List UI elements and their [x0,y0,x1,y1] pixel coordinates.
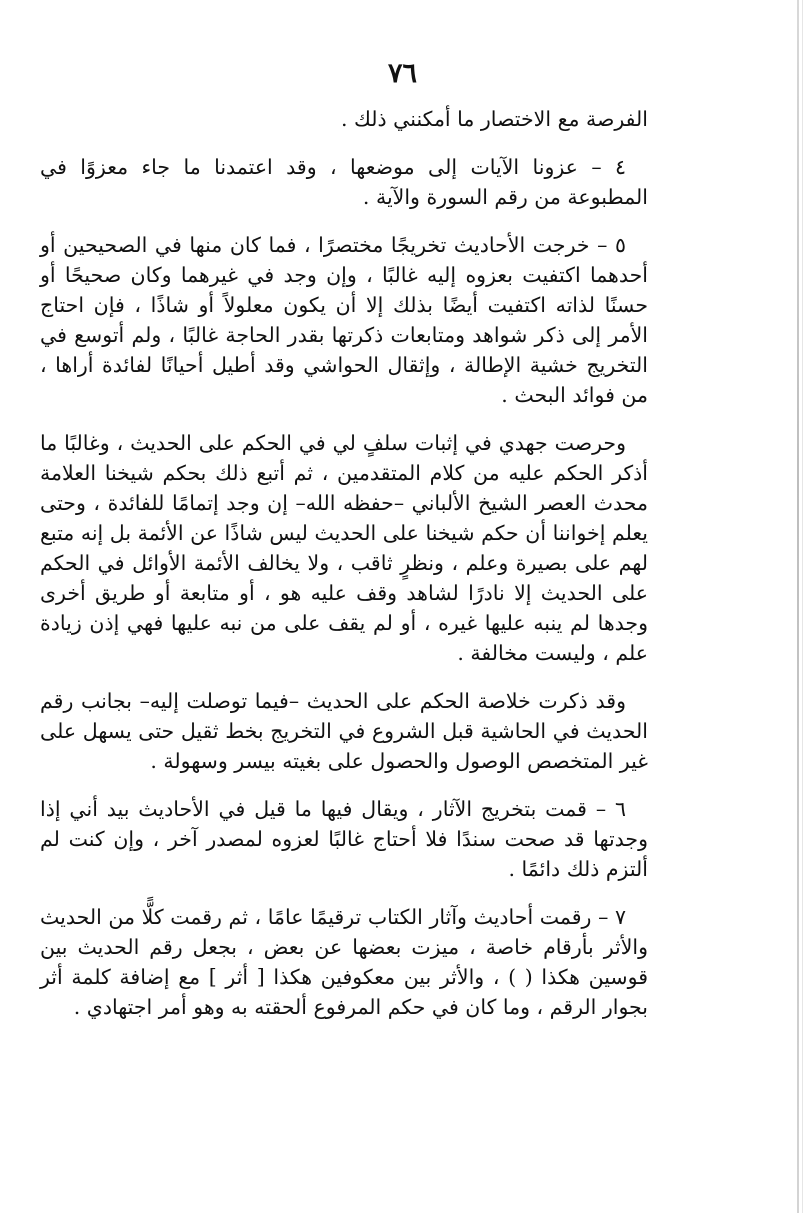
paragraph-item-5: ٥ – خرجت الأحاديث تخريجًا مختصرًا ، فما كان منها في الصحيحين أو أحدهما اكتفيت بعزوه إليه غالبًا ، وإن وجد في غيرهما وكان صحيحًا أو حسنًا لذاته اكتفيت أيضًا بذلك إلا أن يكون معلولاً أو شاذًا ، فإن احتاج الأمر إلى ذكر شواهد ومتابعات ذكرتها بقدر الحاجة غالبًا ، ولم أتوسع في التخريج خشية الإطالة ، وإثقال الحواشي وقد أطيل أحيانًا لفائدة أراها ، من فوائد البحث . [40,233,648,407]
paragraph-item-6: ٦ – قمت بتخريج الآثار ، ويقال فيها ما قيل في الأحاديث بيد أني إذا وجدتها قد صحت سندًا فلا أحتاج غالبًا لعزوه لمصدر آخر ، وإن كنت لم ألتزم ذلك دائمًا . [40,797,648,881]
page-edge-shadow [797,0,799,1213]
paragraph-item-4: ٤ – عزونا الآيات إلى موضعها ، وقد اعتمدنا ما جاء معزوًا في المطبوعة من رقم السورة والآية . [40,155,648,209]
paragraph-hadith-grading: وحرصت جهدي في إثبات سلفٍ لي في الحكم على الحديث ، وغالبًا ما أذكر الحكم عليه من كلام المتقدمين ، ثم أتبع ذلك بحكم شيخنا العلامة محدث العصر الشيخ الألباني –حفظه الله– إن وجد إتمامًا للفائدة ، وحتى يعلم إخواننا أن حكم شيخنا على الحديث ليس شاذًا عن الأئمة بل إنه متبع لهم على بصيرة وعلم ، ونظرٍ ثاقب ، ولا يخالف الأئمة الأوائل في الحكم على الحديث إلا نادرًا لشاهد وقف عليه هو ، أو متابعة أو طريق أخرى وجدها لم ينبه عليها غيره ، أو لم يقف على من نبه عليها فهي إذن زيادة علم ، وليست مخالفة . [40,431,648,665]
paragraph-item-7: ٧ – رقمت أحاديث وآثار الكتاب ترقيمًا عامًا ، ثم رقمت كلًّا من الحديث والأثر بأرقام خاصة ، ميزت بعضها عن بعض ، بجعل رقم الحديث بين قوسين هكذا ( ) ، والأثر بين معكوفين هكذا [ أثر ] مع إضافة كلمة أثر بجوار الرقم ، وما كان في حكم المرفوع ألحقته به وهو أمر اجتهادي . [40,905,648,1019]
paragraph-grading-summary: وقد ذكرت خلاصة الحكم على الحديث –فيما توصلت إليه– بجانب رقم الحديث في الحاشية قبل الشروع في التخريج بخط ثقيل حتى يسهل على غير المتخصص الوصول والحصول على بغيته بيسر وسهولة . [40,689,648,773]
body-text [40,104,648,1040]
page-edge-line [802,0,803,1213]
page-number: ٧٦ [387,58,417,89]
paragraph-continuation: الفرصة مع الاختصار ما أمكنني ذلك . [340,107,648,131]
